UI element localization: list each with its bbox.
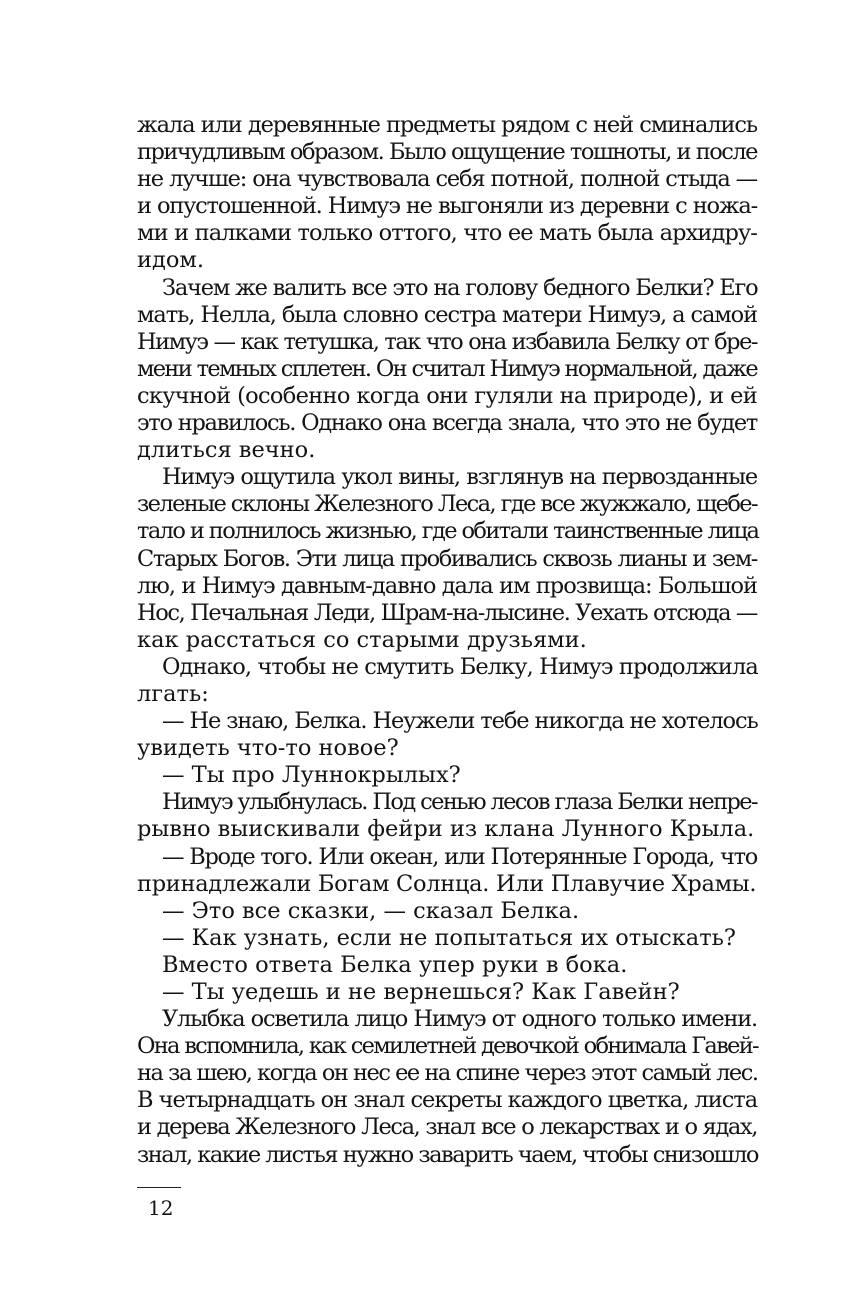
text-line: лю, и Нимуэ давным-давно дала им прозвища: Большой — [137, 572, 757, 599]
text-line: — Не знаю, Белка. Неужели тебе никогда не хотелось — [162, 708, 758, 735]
text-line: идом. — [137, 247, 205, 274]
text-line: — Ты уедешь и не вернешься? Как Гавейн? — [162, 979, 680, 1005]
body-text — [137, 112, 757, 1169]
text-line: Старых Богов. Эти лица пробивались сквозь лианы и зем- — [137, 545, 757, 572]
text-line: рывно выискивали фейри из клана Лунного Крыла. — [137, 816, 755, 843]
text-line: — Это все сказки, — сказал Белка. — [162, 897, 580, 924]
text-line: Нос, Печальная Леди, Шрам-на-лысине. Уехать отсюда — — [137, 599, 757, 626]
footer-rule — [137, 1187, 181, 1188]
text-line: ми и палками только оттого, что ее мать была архидру- — [137, 220, 757, 247]
text-line: как расстаться со старыми друзьями. — [137, 626, 587, 653]
text-line: Улыбка осветила лицо Нимуэ от одного только имени. — [162, 1006, 757, 1033]
text-line: — Ты про Луннокрылых? — [162, 762, 461, 789]
text-line: это нравилось. Однако она всегда знала, что это не будет — [137, 410, 757, 437]
text-line: Она вспомнила, как семилетней девочкой обнимала Гавей- — [137, 1033, 758, 1060]
text-line: и опустошенной. Нимуэ не выгоняли из деревни с ножа- — [137, 193, 757, 220]
text-line: Нимуэ улыбнулась. Под сенью лесов глаза Белки непре- — [162, 789, 757, 816]
text-line: не лучше: она чувствовала себя потной, полной стыда — — [137, 166, 757, 193]
text-line: причудливым образом. Было ощущение тошноты, и после — [137, 139, 757, 166]
page-number: 12 — [148, 1196, 174, 1220]
text-line: Нимуэ — как тетушка, так что она избавила Белку от бре- — [137, 328, 757, 355]
text-line: тало и полнилось жизнью, где обитали таинственные лица — [137, 518, 759, 545]
text-line: мать, Нелла, была словно сестра матери Нимуэ, а самой — [137, 301, 758, 328]
text-line: Вместо ответа Белка упер руки в бока. — [162, 951, 628, 978]
text-line: принадлежали Богам Солнца. Или Плавучие Храмы. — [137, 870, 757, 897]
text-line: Зачем же валить все это на голову бедного Белки? Его — [162, 274, 758, 301]
text-line: — Вроде того. Или океан, или Потерянные Города, что — [162, 843, 757, 870]
text-line: жала или деревянные предметы рядом с ней сминались — [137, 112, 757, 138]
text-line: знал, какие листья нужно заварить чаем, чтобы снизошло — [137, 1141, 758, 1168]
text-line: Нимуэ ощутила укол вины, взглянув на первозданные — [162, 464, 757, 491]
text-line: зеленые склоны Железного Леса, где все жужжало, щебе- — [137, 491, 757, 518]
text-line: Однако, чтобы не смутить Белку, Нимуэ продолжила — [162, 653, 758, 680]
text-line: лгать: — [137, 680, 209, 707]
text-line: длиться вечно. — [137, 437, 316, 464]
text-line: и дерева Железного Леса, знал все о лекарствах и о ядах, — [137, 1114, 757, 1141]
text-line: увидеть что-то новое? — [137, 735, 399, 762]
text-line: на за шею, когда он нес ее на спине через этот самый лес. — [137, 1060, 758, 1087]
text-line: скучной (особенно когда они гуляли на природе), и ей — [137, 382, 757, 409]
text-line: — Как узнать, если не попытаться их отыскать? — [162, 924, 736, 951]
text-line: В четырнадцать он знал секреты каждого цветка, листа — [137, 1087, 758, 1114]
text-line: мени темных сплетен. Он считал Нимуэ нормальной, даже — [137, 355, 757, 382]
